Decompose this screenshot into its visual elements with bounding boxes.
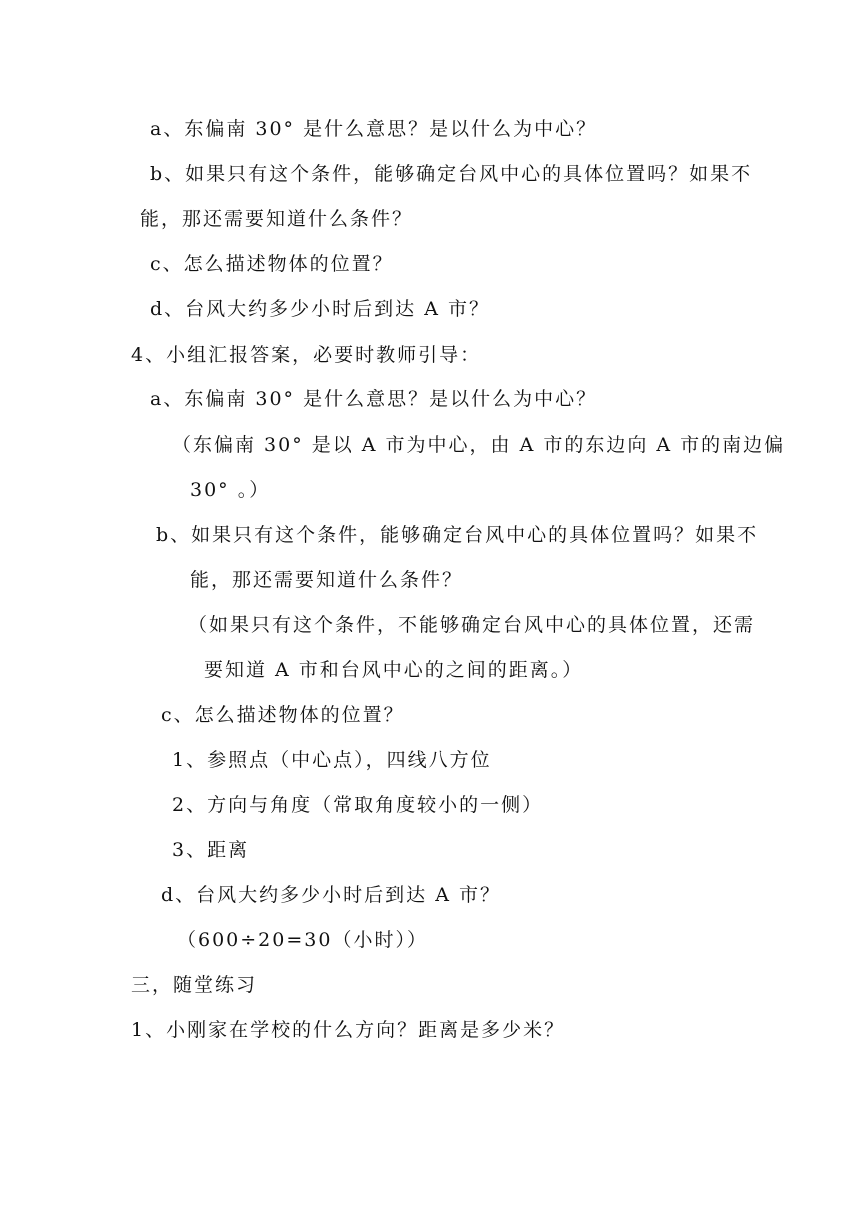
answer-c-point-3: 3、距离 bbox=[172, 839, 250, 861]
answer-b-continuation: 要知道 A 市和台风中心的之间的距离。） bbox=[204, 659, 584, 681]
answer-b-text: （如果只有这个条件，不能够确定台风中心的具体位置，还需 bbox=[188, 614, 756, 636]
answer-c-point-1: 1、参照点（中心点），四线八方位 bbox=[172, 749, 492, 771]
answer-d-text: （600÷20=30（小时）） bbox=[177, 929, 428, 951]
question-d-line: d、台风大约多少小时后到达 A 市？ bbox=[150, 298, 490, 320]
answer-b-question: b、如果只有这个条件，能够确定台风中心的具体位置吗？如果不 bbox=[156, 524, 759, 546]
answer-c-point-2: 2、方向与角度（常取角度较小的一侧） bbox=[172, 794, 544, 816]
section-3-heading: 三，随堂练习 bbox=[131, 974, 258, 996]
question-c-line: c、怎么描述物体的位置？ bbox=[150, 253, 394, 275]
question-b-continuation: 能，那还需要知道什么条件？ bbox=[140, 208, 414, 230]
answer-a-text: （东偏南 30° 是以 A 市为中心，由 A 市的东边向 A 市的南边偏 bbox=[172, 434, 786, 456]
question-a-line: a、东偏南 30° 是什么意思？是以什么为中心？ bbox=[150, 118, 598, 140]
answer-d-question: d、台风大约多少小时后到达 A 市？ bbox=[161, 884, 501, 906]
exercise-1-line: 1、小刚家在学校的什么方向？距离是多少米？ bbox=[131, 1019, 566, 1041]
answer-c-question: c、怎么描述物体的位置？ bbox=[161, 704, 405, 726]
question-b-line: b、如果只有这个条件，能够确定台风中心的具体位置吗？如果不 bbox=[150, 163, 753, 185]
answer-a-continuation: 30° 。） bbox=[190, 479, 271, 501]
step-4-heading: 4、小组汇报答案，必要时教师引导： bbox=[131, 344, 482, 366]
answer-b-question-continuation: 能，那还需要知道什么条件？ bbox=[190, 569, 464, 591]
answer-a-question: a、东偏南 30° 是什么意思？是以什么为中心？ bbox=[150, 388, 598, 410]
